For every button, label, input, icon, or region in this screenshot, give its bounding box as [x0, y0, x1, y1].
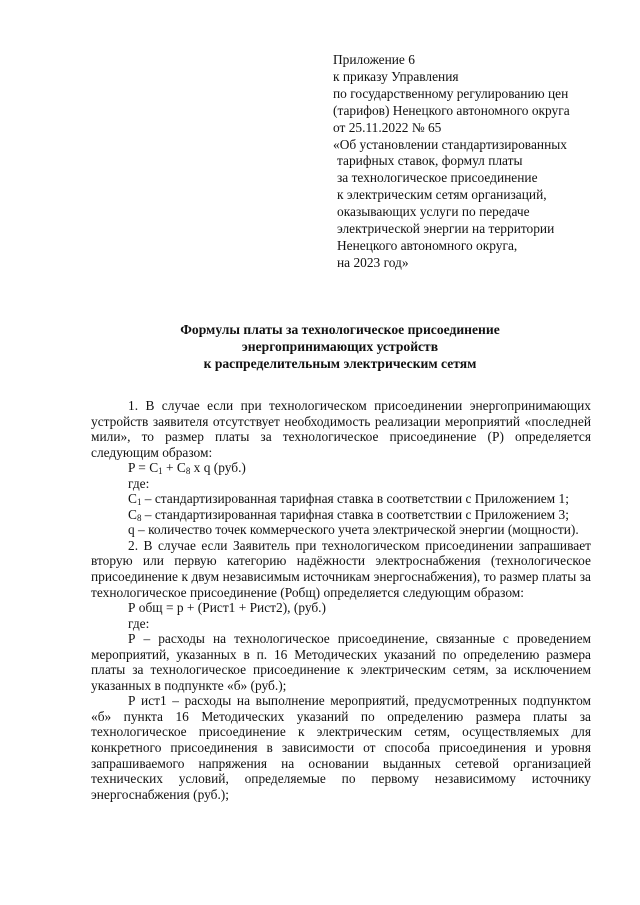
- formula-1-suffix: x q (руб.): [190, 460, 246, 476]
- title-line: к распределительным электрическим сетям: [203, 356, 477, 371]
- appendix-line: на 2023 год»: [337, 254, 409, 270]
- paragraph-2: 2. В случае если Заявитель при технологическом присоединении запрашивает вторую или первую категорию надёжности электроснабжения (технологическое присоединение к двум независимым источникам энергоснабжения), то размер платы за технологическое присоединение (Робщ) определяется следующим образом:: [91, 537, 591, 600]
- formula-1-sub-8: 8: [185, 466, 191, 477]
- definition-pist1: Р ист1 – расходы на выполнение мероприятий, предусмотренных подпунктом «б» пункта 16 Методических указаний по определению размера платы за технологическое присоединение к электрическим сетям, осуществляемых для конкретного присоединения в зависимости от способа присоединения и уровня запрашиваемого напряжения на основании выданных сетевой организацией технических условий, определяемые по первому независимому источнику энергоснабжения (руб.);: [91, 693, 591, 802]
- appendix-line: (тарифов) Ненецкого автономного округа: [333, 102, 570, 118]
- c1-symbol: C: [128, 491, 137, 507]
- formula-1-prefix: P = C: [128, 460, 159, 476]
- appendix-line: по государственному регулированию цен: [333, 85, 569, 101]
- definition-p: Р – расходы на технологическое присоединение, связанные с проведением мероприятий, указанных в п. 16 Методических указаний по определению размера платы за технологическое присоединение к электрическим сетям, за исключением указанных в подпункте «б» (руб.);: [91, 631, 591, 693]
- appendix-line: к приказу Управления: [333, 68, 459, 84]
- definition-q: q – количество точек коммерческого учета электрической энергии (мощности).: [128, 522, 579, 538]
- formula-1-mid: + C: [162, 460, 186, 476]
- where-label-1: где:: [128, 475, 150, 491]
- c8-text: – стандартизированная тарифная ставка в соответствии с Приложением 3;: [141, 506, 569, 522]
- formula-2: Р общ = р + (Рист1 + Рист2), (руб.): [128, 600, 326, 616]
- appendix-line: Приложение 6: [333, 52, 415, 67]
- c1-sub: 1: [136, 497, 142, 508]
- c1-text: – стандартизированная тарифная ставка в соответствии с Приложением 1;: [141, 491, 569, 507]
- appendix-line: от 25.11.2022 № 65: [333, 119, 442, 135]
- c8-symbol: C: [128, 506, 137, 522]
- title-line: энергопринимающих устройств: [241, 339, 439, 354]
- document-title: [90, 321, 590, 372]
- formula-1-sub-1: 1: [158, 466, 163, 477]
- appendix-line: Ненецкого автономного округа,: [337, 237, 518, 253]
- title-line: Формулы платы за технологическое присоединение: [180, 322, 500, 337]
- appendix-line: за технологическое присоединение: [337, 170, 538, 186]
- document-body: [91, 398, 591, 802]
- c8-sub: 8: [136, 512, 142, 523]
- where-label-2: где:: [128, 615, 150, 631]
- formula-1: [91, 460, 591, 476]
- appendix-line: «Об установлении стандартизированных: [333, 136, 567, 152]
- definition-c1: [91, 491, 591, 507]
- appendix-header: [333, 52, 623, 272]
- appendix-line: оказывающих услуги по передаче: [337, 204, 530, 220]
- paragraph-1: 1. В случае если при технологическом присоединении энергопринимающих устройств заявителя отсутствует необходимость реализации мероприятий «последней мили», то размер платы за технологическое присоединение (P) определяется следующим образом:: [91, 398, 591, 460]
- appendix-line: к электрическим сетям организаций,: [337, 187, 547, 203]
- appendix-line: электрической энергии на территории: [337, 221, 555, 237]
- appendix-line: тарифных ставок, формул платы: [337, 153, 523, 169]
- definition-c8: [91, 507, 591, 523]
